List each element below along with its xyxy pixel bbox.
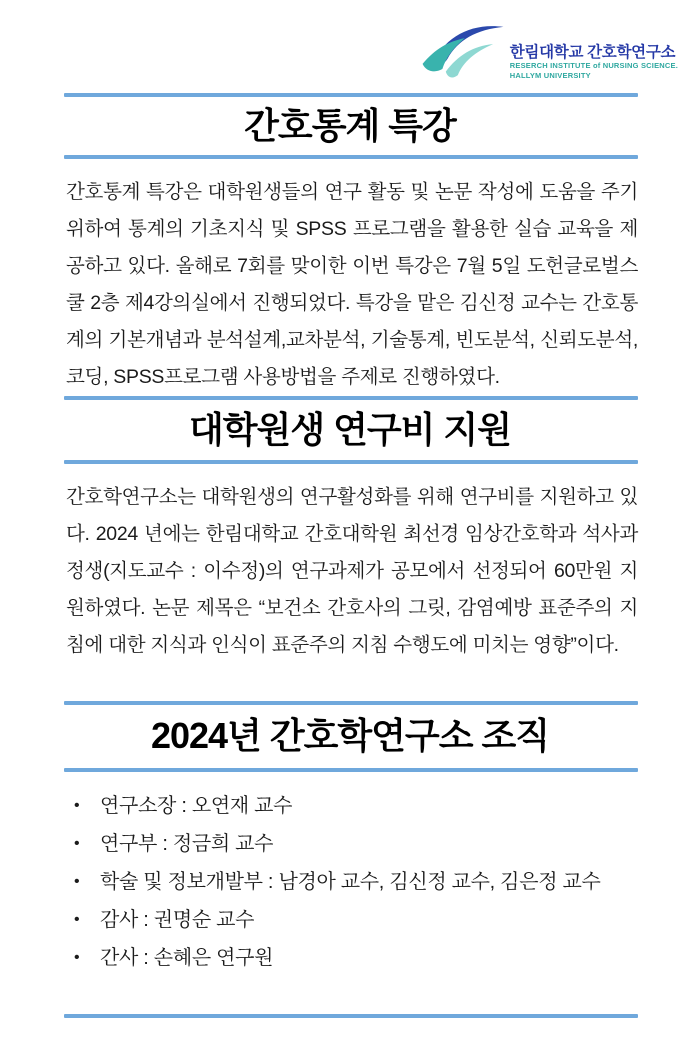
section-title-organization: 2024년 간호학연구소 조직 [150,715,550,756]
institute-logo-text [510,44,678,82]
section-divider [64,93,638,97]
list-item [74,832,634,856]
section-divider [64,396,638,400]
organization-list [74,794,634,984]
institute-logo [420,20,678,82]
section-divider [64,1014,638,1018]
section-divider [64,155,638,159]
statistics-lecture-paragraph: 간호통계 특강은 대학원생들의 연구 활동 및 논문 작성에 도움을 주기 위하여 통계의 기초지식 및 SPSS 프로그램을 활용한 실습 교육을 제공하고 있다. 올해로 7회를 맞이한 이번 특강은 7월 5일 도헌글로벌스쿨 2층 제4강의실에서 진행되었다. 특강을 맡은 김신정 교수는 간호통계의 기본개념과 분석설계,교차분석, 기술통계, 빈도분석, 신뢰도분석, 코딩, SPSS프로그램 사용방법을 주제로 진행하였다. [66,181,638,388]
list-item-label: 연구소장 : 오연재 교수 [100,795,293,817]
list-item [74,794,634,818]
bullet-icon: • [74,949,80,966]
section-divider [64,460,638,464]
list-item-label: 간사 : 손혜은 연구원 [100,947,274,969]
wave-logo-icon [420,20,506,82]
bullet-icon: • [74,797,80,814]
research-fund-paragraph: 간호학연구소는 대학원생의 연구활성화를 위해 연구비를 지원하고 있다. 2024 년에는 한림대학교 간호대학원 최선경 임상간호학과 석사과정생(지도교수 : 이수정)의 연구과제가 공모에서 선정되어 60만원 지원하였다. 논문 제목은 “보건소 간호사의 그릿, 감염예방 표준주의 지침에 대한 지식과 인식이 표준주의 지침 수행도에 미치는 영향”이다. [66,486,638,656]
list-item-label: 연구부 : 정금희 교수 [100,833,274,855]
institute-name-korean: 한림대학교 간호학연구소 [509,44,676,61]
institute-name-english-line2: HALLYM UNIVERSITY [509,70,591,80]
section-title-statistics-lecture: 간호통계 특강 [244,105,456,146]
institute-name-english-line1: RESERCH INSTITUTE of NURSING SCIENCE. [509,61,678,70]
bullet-icon: • [74,835,80,852]
bullet-icon: • [74,911,80,928]
list-item [74,908,634,932]
list-item [74,946,634,970]
section-divider [64,701,638,705]
list-item [74,870,634,894]
list-item-label: 감사 : 권명순 교수 [100,909,255,931]
bullet-icon: • [74,873,80,890]
section-divider [64,768,638,772]
list-item-label: 학술 및 정보개발부 : 남경아 교수, 김신정 교수, 김은정 교수 [100,871,601,893]
section-title-research-fund: 대학원생 연구비 지원 [189,409,511,450]
